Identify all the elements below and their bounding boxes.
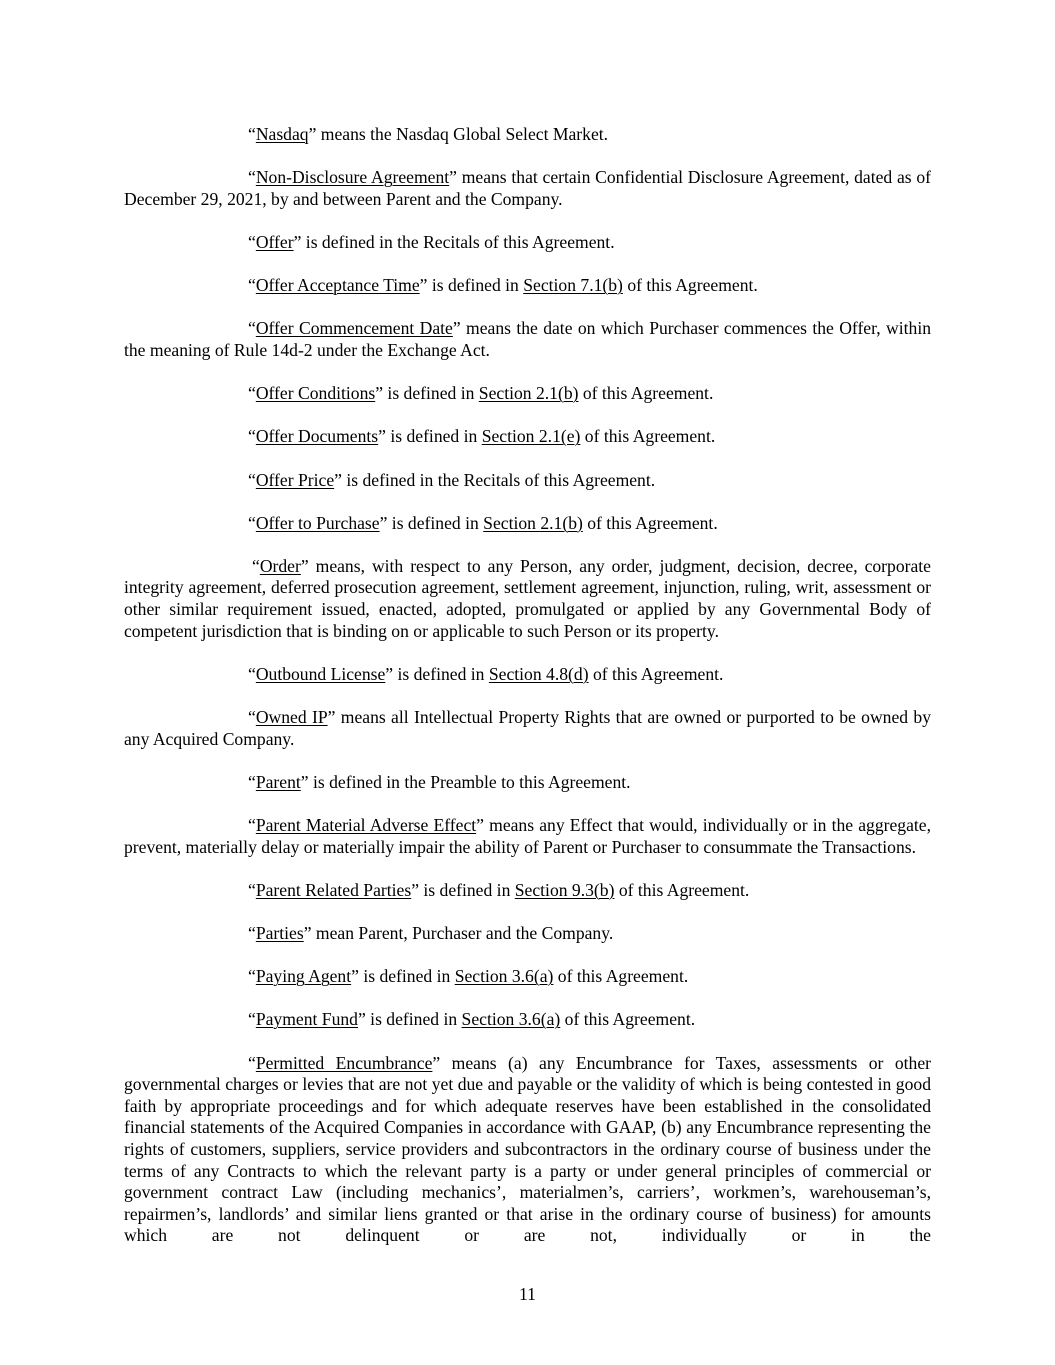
definition-paragraph — [124, 426, 931, 448]
definition-paragraph — [124, 923, 931, 945]
definition-paragraph — [124, 556, 931, 642]
paragraph-text: ” is defined in — [378, 426, 482, 447]
definition-paragraph — [124, 1053, 931, 1247]
paragraph-text: “ — [248, 1009, 256, 1030]
paragraph-text: ” is defined in — [375, 383, 479, 404]
definition-paragraph — [124, 167, 931, 210]
definition-paragraph — [124, 318, 931, 361]
paragraph-text: of this Agreement. — [580, 426, 716, 447]
paragraph-text: ” means the Nasdaq Global Select Market. — [308, 124, 609, 144]
paragraph-text: ” is defined in — [411, 879, 515, 900]
paragraph-text: “ — [248, 124, 256, 144]
paragraph-text: ” is defined in — [351, 966, 455, 987]
paragraph-text: ” means any Effect that would, individually or in the aggregate, prevent, materially delay or materially impair the ability of Parent or Purchaser to consummate the Transactions. — [124, 815, 931, 857]
defined-term: Owned IP — [255, 707, 328, 728]
definition-paragraph — [124, 772, 931, 794]
defined-term: Offer Acceptance Time — [255, 275, 420, 296]
document-body — [124, 124, 931, 1268]
paragraph-text: “ — [252, 555, 260, 576]
defined-term: Offer Documents — [255, 426, 379, 447]
paragraph-text: of this Agreement. — [588, 663, 724, 684]
paragraph-text: “ — [248, 707, 256, 728]
paragraph-text: of this Agreement. — [560, 1009, 696, 1030]
paragraph-text: ” is defined in the Recitals of this Agreement. — [334, 469, 656, 490]
paragraph-text: “ — [248, 663, 256, 684]
defined-term: Offer — [255, 231, 294, 252]
paragraph-text: ” is defined in the Preamble to this Agreement. — [300, 771, 631, 792]
definition-paragraph — [124, 513, 931, 535]
paragraph-text: “ — [248, 318, 256, 339]
definition-paragraph — [124, 664, 931, 686]
paragraph-text: ” means the date on which Purchaser commences the Offer, within the meaning of Rule 14d-2 under the Exchange Act. — [124, 318, 931, 360]
paragraph-text: ” is defined in — [379, 512, 484, 533]
section-reference: Section 4.8(d) — [488, 663, 589, 684]
section-reference: Section 2.1(b) — [478, 383, 579, 404]
paragraph-text: “ — [248, 426, 256, 447]
definition-paragraph — [124, 470, 931, 492]
paragraph-text: “ — [248, 879, 256, 900]
definition-paragraph — [124, 1009, 931, 1031]
section-reference: Section 3.6(a) — [461, 1009, 561, 1030]
paragraph-text: “ — [248, 275, 256, 296]
paragraph-text: ” means, with respect to any Person, any order, judgment, decision, decree, corporate integrity agreement, deferred prosecution agreement, settlement agreement, injunction, ruling, writ, assessment or other similar requirement issued, enacted, adopted, promulgated or applied by any Governmental Body of competent jurisdiction that is binding on or applicable to such Person or its property. — [124, 555, 931, 641]
paragraph-text: “ — [248, 966, 256, 987]
defined-term: Parent — [255, 771, 301, 792]
defined-term: Outbound License — [255, 663, 386, 684]
paragraph-text: ” is defined in — [385, 663, 489, 684]
section-reference: Section 2.1(b) — [483, 512, 583, 533]
defined-term: Order — [259, 555, 301, 576]
paragraph-text: ” means (a) any Encumbrance for Taxes, assessments or other governmental charges or levies that are not yet due and payable or the validity of which is being contested in good faith by appropriate proceedings and for which adequate reserves have been established in the consolidated financial statements of the Acquired Companies in accordance with GAAP, (b) any Encumbrance representing the rights of customers, suppliers, service providers and subcontractors in the ordinary course of business under the terms of any Contracts to which the relevant party is a party or under general principles of commercial or government contract Law (including mechanics’, materialmen’s, carriers’, workmen’s, warehouseman’s, repairmen’s, landlords’ and similar liens granted or that arise in the ordinary course of business) for amounts which are not delinquent or are not, individually or in the — [124, 1052, 931, 1246]
defined-term: Payment Fund — [255, 1009, 358, 1030]
paragraph-text: ” is defined in — [357, 1009, 462, 1030]
paragraph-text: ” is defined in — [419, 275, 524, 296]
defined-term: Parent Related Parties — [255, 879, 412, 900]
defined-term: Nasdaq — [255, 124, 309, 144]
definition-paragraph — [124, 383, 931, 405]
defined-term: Non-Disclosure Agreement — [255, 167, 450, 188]
paragraph-text: of this Agreement. — [614, 879, 750, 900]
section-reference: Section 7.1(b) — [523, 275, 623, 296]
paragraph-text: “ — [248, 1052, 256, 1073]
paragraph-text: ” means all Intellectual Property Rights that are owned or purported to be owned by any Acquired Company. — [124, 707, 932, 749]
paragraph-text: ” mean Parent, Purchaser and the Company. — [303, 922, 614, 943]
page-number: 11 — [519, 1284, 536, 1304]
defined-term: Offer Commencement Date — [255, 318, 453, 339]
paragraph-text: “ — [248, 383, 256, 404]
definition-paragraph — [124, 880, 931, 902]
section-reference: Section 9.3(b) — [514, 879, 615, 900]
definition-paragraph — [124, 815, 931, 858]
definition-paragraph — [124, 966, 931, 988]
paragraph-text: “ — [248, 231, 256, 252]
paragraph-text: ” is defined in the Recitals of this Agreement. — [293, 231, 615, 252]
section-reference: Section 2.1(e) — [481, 426, 581, 447]
paragraph-text: of this Agreement. — [578, 383, 714, 404]
defined-term: Paying Agent — [255, 966, 352, 987]
defined-term: Offer Price — [255, 469, 335, 490]
defined-term: Permitted Encumbrance — [255, 1052, 433, 1073]
paragraph-text: “ — [248, 771, 256, 792]
section-reference: Section 3.6(a) — [454, 966, 554, 987]
paragraph-text: of this Agreement. — [582, 512, 718, 533]
defined-term: Offer to Purchase — [255, 512, 380, 533]
definition-paragraph — [124, 275, 931, 297]
definition-paragraph — [124, 124, 931, 146]
paragraph-text: “ — [248, 469, 256, 490]
paragraph-text: of this Agreement. — [622, 275, 758, 296]
defined-term: Parent Material Adverse Effect — [255, 815, 477, 835]
defined-term: Parties — [255, 922, 304, 943]
paragraph-text: “ — [248, 815, 256, 835]
definition-paragraph — [124, 232, 931, 254]
defined-term: Offer Conditions — [255, 383, 376, 404]
paragraph-text: of this Agreement. — [553, 966, 689, 987]
definition-paragraph — [124, 707, 931, 750]
paragraph-text: ” means that certain Confidential Disclosure Agreement, dated as of December 29, 2021, by and between Parent and the Company. — [124, 167, 931, 209]
paragraph-text: “ — [248, 512, 256, 533]
paragraph-text: “ — [248, 167, 256, 188]
paragraph-text: “ — [248, 922, 256, 943]
